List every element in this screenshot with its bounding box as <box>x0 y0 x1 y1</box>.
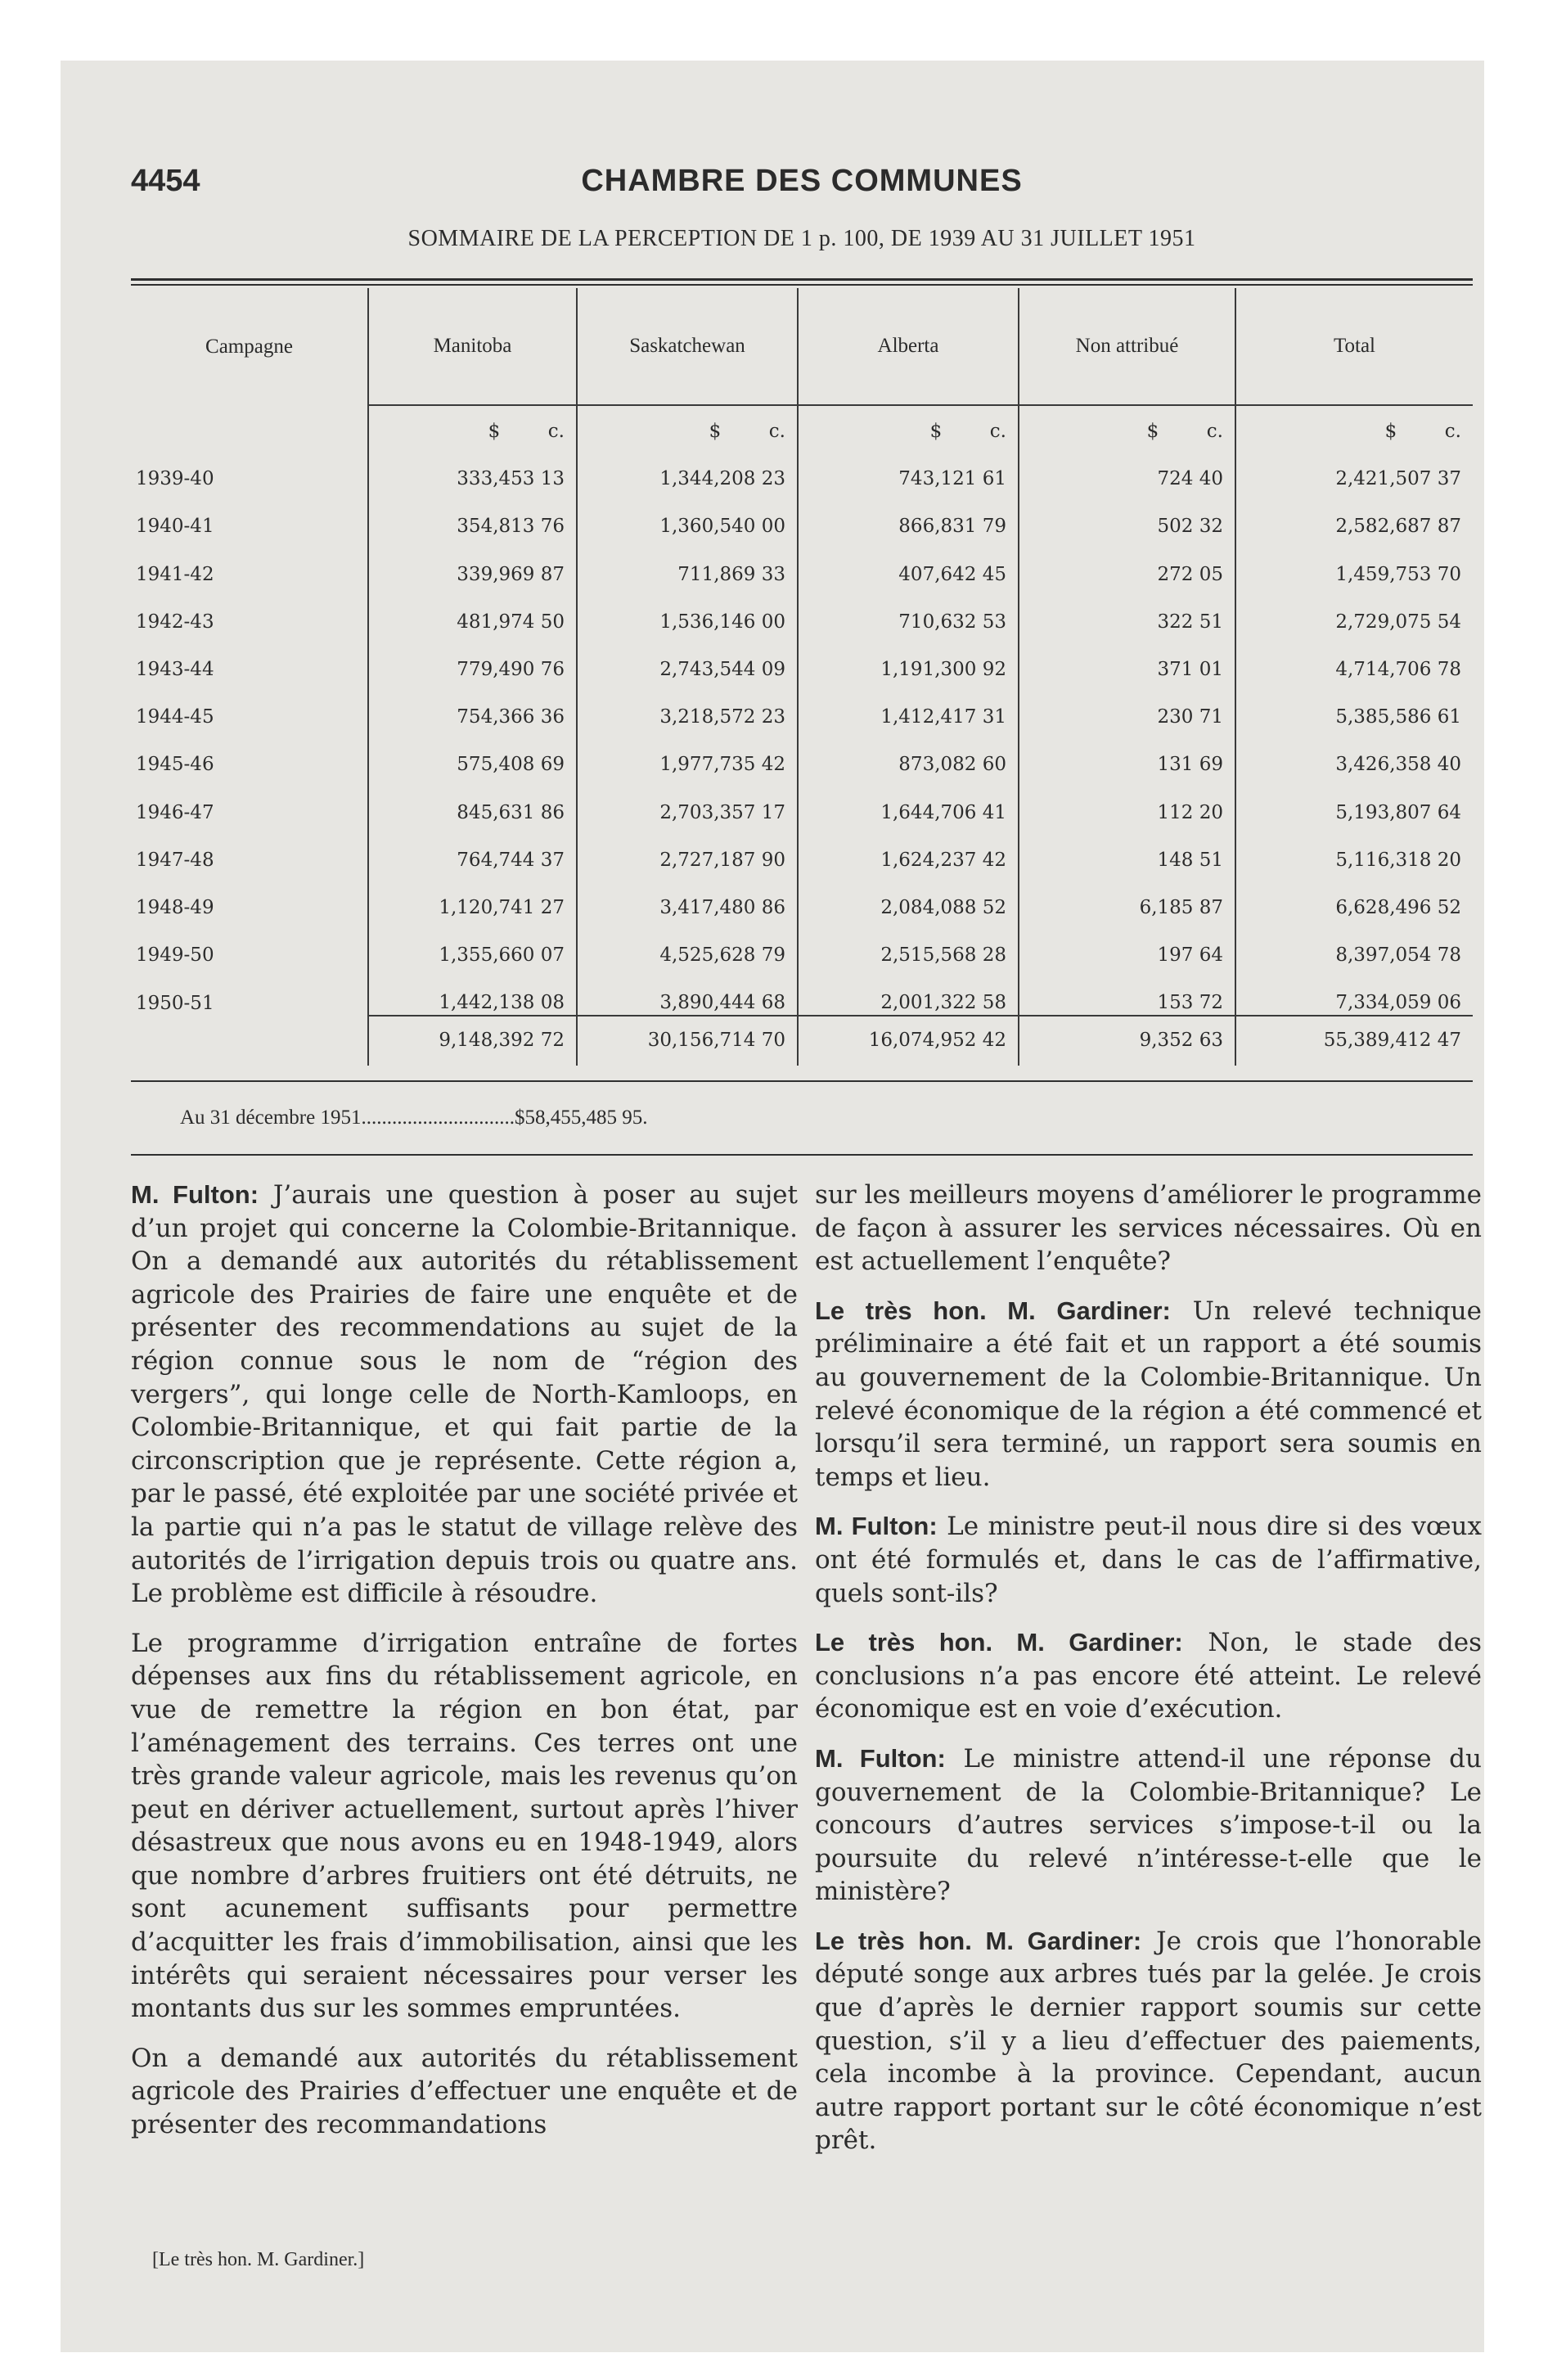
total-total: 55,389,412 47 <box>1235 1016 1473 1066</box>
cell-alberta: 1,624,237 42 <box>798 825 1019 872</box>
cell-campagne: 1946-47 <box>136 801 214 823</box>
paragraph <box>815 1626 1482 1726</box>
units-cell: $ c. <box>368 405 577 444</box>
paragraph-text: On a demandé aux autorités du rétablissement agricole des Prairies d’effectuer une enquête et de présenter des recommandations <box>131 2043 798 2140</box>
col-header-saskatchewan: Saskatchewan <box>577 288 798 405</box>
cell-alberta: 873,082 60 <box>798 729 1019 777</box>
cell-non-attribue: 230 71 <box>1019 682 1235 729</box>
cell-manitoba: 1,120,741 27 <box>368 872 577 920</box>
cell-manitoba: 481,974 50 <box>368 587 577 634</box>
speaker-name: Le très hon. M. Gardiner: <box>815 1926 1142 1955</box>
cell-saskatchewan: 3,890,444 68 <box>577 967 798 1016</box>
cell-saskatchewan: 1,536,146 00 <box>577 587 798 634</box>
cell-alberta: 407,642 45 <box>798 539 1019 586</box>
cell-saskatchewan: 1,344,208 23 <box>577 444 798 491</box>
paragraph <box>131 1627 798 2026</box>
cell-saskatchewan: 2,703,357 17 <box>577 777 798 824</box>
table-row <box>131 825 1473 872</box>
cell-campagne: 1945-46 <box>136 754 214 776</box>
col-header-manitoba: Manitoba <box>368 288 577 405</box>
table-header-row <box>131 288 1473 405</box>
cell-saskatchewan: 2,727,187 90 <box>577 825 798 872</box>
cell-manitoba: 354,813 76 <box>368 491 577 539</box>
total-alberta: 16,074,952 42 <box>798 1016 1019 1066</box>
cell-alberta: 1,412,417 31 <box>798 682 1019 729</box>
cell-alberta: 1,191,300 92 <box>798 634 1019 682</box>
speaker-name: M. Fulton: <box>131 1180 259 1209</box>
cell-manitoba: 339,969 87 <box>368 539 577 586</box>
table-bottom-rule <box>131 1080 1473 1082</box>
cell-total: 5,116,318 20 <box>1235 825 1473 872</box>
cell-total: 5,385,586 61 <box>1235 682 1473 729</box>
cell-alberta: 2,084,088 52 <box>798 872 1019 920</box>
col-header-campagne: Campagne <box>205 335 293 358</box>
cell-total: 3,426,358 40 <box>1235 729 1473 777</box>
paragraph-text: J’aurais une question à poser au sujet d’un projet qui concerne la Colombie-Britannique. On a demandé aux autorités du rétablissement agricole des Prairies de faire une enquête et de présenter des recommendations au sujet de la région connue sous le nom de “région des vergers”, qui longe celle de North-Kamloops, en Colombie-Britannique, et qui fait partie de la circonscription que je représente. Cette région a, par le passé, été exploitée par une société privée et la partie qui n’a pas le statut de village relève des autorités de l’irrigation depuis trois ou quatre ans. Le problème est difficile à résoudre. <box>131 1180 798 1609</box>
table-row <box>131 539 1473 586</box>
cell-campagne: 1949-50 <box>136 944 214 967</box>
perception-table <box>131 288 1473 1066</box>
table-top-rule-2 <box>131 284 1473 286</box>
cell-saskatchewan: 711,869 33 <box>577 539 798 586</box>
section-rule <box>131 1154 1473 1156</box>
table-top-rule <box>131 278 1473 281</box>
units-cell: $ c. <box>1019 405 1235 444</box>
cell-total: 2,729,075 54 <box>1235 587 1473 634</box>
cell-campagne: 1942-43 <box>136 611 214 633</box>
units-row <box>131 405 1473 444</box>
cell-saskatchewan: 1,977,735 42 <box>577 729 798 777</box>
cell-alberta: 2,001,322 58 <box>798 967 1019 1016</box>
total-saskatchewan: 30,156,714 70 <box>577 1016 798 1066</box>
paragraph <box>815 1742 1482 1909</box>
table-row <box>131 967 1473 1016</box>
paragraph-text: sur les meilleurs moyens d’améliorer le programme de façon à assurer les services nécessaires. Où en est actuellement l’enquête? <box>815 1180 1482 1277</box>
left-column <box>131 1179 798 2142</box>
cell-alberta: 710,632 53 <box>798 587 1019 634</box>
cell-saskatchewan: 4,525,628 79 <box>577 920 798 967</box>
cell-saskatchewan: 3,218,572 23 <box>577 682 798 729</box>
cell-total: 2,421,507 37 <box>1235 444 1473 491</box>
cell-non-attribue: 153 72 <box>1019 967 1235 1016</box>
paragraph <box>131 1179 798 1611</box>
paragraph-text: Je crois que l’honorable député songe aux arbres tués par la gelée. Je crois que d’après le dernier rapport soumis sur cette question, s’il y a lieu d’effectuer des paiements, cela incombe à la province. Cependant, aucun autre rapport portant sur le côté économique n’est prêt. <box>815 1926 1482 2156</box>
cell-total: 6,628,496 52 <box>1235 872 1473 920</box>
cell-campagne: 1941-42 <box>136 563 214 585</box>
cell-total: 1,459,753 70 <box>1235 539 1473 586</box>
paragraph <box>131 2042 798 2142</box>
cell-campagne: 1950-51 <box>136 993 214 1015</box>
table-row <box>131 920 1473 967</box>
table-title: SOMMAIRE DE LA PERCEPTION DE 1 p. 100, DE 1939 AU 31 JUILLET 1951 <box>407 226 1196 251</box>
cell-saskatchewan: 2,743,544 09 <box>577 634 798 682</box>
cell-non-attribue: 322 51 <box>1019 587 1235 634</box>
cell-total: 4,714,706 78 <box>1235 634 1473 682</box>
table-body <box>131 405 1473 1066</box>
speaker-name: Le très hon. M. Gardiner: <box>815 1296 1171 1325</box>
cell-campagne: 1947-48 <box>136 849 214 871</box>
cell-manitoba: 1,355,660 07 <box>368 920 577 967</box>
paragraph <box>815 1510 1482 1610</box>
col-header-alberta: Alberta <box>798 288 1019 405</box>
cell-total: 7,334,059 06 <box>1235 967 1473 1016</box>
cell-campagne: 1940-41 <box>136 516 214 538</box>
cell-non-attribue: 148 51 <box>1019 825 1235 872</box>
table-row <box>131 444 1473 491</box>
cell-non-attribue: 131 69 <box>1019 729 1235 777</box>
table-row <box>131 634 1473 682</box>
units-cell: $ c. <box>798 405 1019 444</box>
cell-campagne: 1943-44 <box>136 658 214 680</box>
cell-campagne: 1948-49 <box>136 896 214 918</box>
table-row <box>131 872 1473 920</box>
paragraph-text: Le ministre peut-il nous dire si des vœux ont été formulés et, dans le cas de l’affirmative, quels sont-ils? <box>815 1512 1482 1608</box>
running-header <box>131 164 1473 205</box>
cell-manitoba: 845,631 86 <box>368 777 577 824</box>
page-number: 4454 <box>131 164 200 198</box>
total-non-attribue: 9,352 63 <box>1019 1016 1235 1066</box>
cell-total: 2,582,687 87 <box>1235 491 1473 539</box>
paragraph <box>815 1925 1482 2157</box>
paragraph-text: Le programme d’irrigation entraîne de fortes dépenses aux fins du rétablissement agricole, en vue de remettre la région en bon état, par l’aménagement des terrains. Ces terres ont une très grande valeur agricole, mais les revenus qu’on peut en dériver actuellement, surtout après l’hiver désastreux que nous avons eu en 1948-1949, alors que nombre d’arbres fruitiers ont été détruits, ne sont acunement suffisants pour permettre d’acquitter les frais d’immobilisation, ainsi que les intérêts qui seraient nécessaires pour verser les montants dus sur les sommes empruntées. <box>131 1628 798 2024</box>
cell-manitoba: 575,408 69 <box>368 729 577 777</box>
paragraph-text: Un relevé technique préliminaire a été fait et un rapport a été soumis au gouvernement de la Colombie-Britannique. Un relevé économique de la région a été commencé et lorsqu’il sera terminé, un rapport sera soumis en temps et lieu. <box>815 1296 1482 1492</box>
cell-non-attribue: 724 40 <box>1019 444 1235 491</box>
cell-alberta: 866,831 79 <box>798 491 1019 539</box>
total-manitoba: 9,148,392 72 <box>368 1016 577 1066</box>
speaker-name: Le très hon. M. Gardiner: <box>815 1628 1183 1657</box>
cell-non-attribue: 371 01 <box>1019 634 1235 682</box>
cell-total: 8,397,054 78 <box>1235 920 1473 967</box>
cell-manitoba: 779,490 76 <box>368 634 577 682</box>
cell-non-attribue: 112 20 <box>1019 777 1235 824</box>
units-cell: $ c. <box>1235 405 1473 444</box>
footer-speaker-reference: [Le très hon. M. Gardiner.] <box>152 2249 365 2270</box>
paragraph-text: Le ministre attend-il une réponse du gouvernement de la Colombie-Britannique? Le concours d’autres services s’impose-t-il ou la poursuite du relevé n’intéresse-t-elle que le ministère? <box>815 1743 1482 1907</box>
cell-alberta: 1,644,706 41 <box>798 777 1019 824</box>
table-row <box>131 777 1473 824</box>
cell-non-attribue: 197 64 <box>1019 920 1235 967</box>
table-row <box>131 682 1473 729</box>
cell-alberta: 743,121 61 <box>798 444 1019 491</box>
header-title: CHAMBRE DES COMMUNES <box>581 164 1023 198</box>
cell-saskatchewan: 3,417,480 86 <box>577 872 798 920</box>
december-total-line: Au 31 décembre 1951..............................$58,455,485 95. <box>180 1107 648 1129</box>
table-row <box>131 729 1473 777</box>
paragraph <box>815 1179 1482 1278</box>
paragraph <box>815 1295 1482 1494</box>
totals-row <box>131 1016 1473 1066</box>
cell-manitoba: 764,744 37 <box>368 825 577 872</box>
cell-total: 5,193,807 64 <box>1235 777 1473 824</box>
col-header-non-attribue: Non attribué <box>1019 288 1235 405</box>
speaker-name: M. Fulton: <box>815 1512 938 1541</box>
cell-campagne: 1939-40 <box>136 468 214 490</box>
cell-alberta: 2,515,568 28 <box>798 920 1019 967</box>
cell-non-attribue: 272 05 <box>1019 539 1235 586</box>
table-row <box>131 587 1473 634</box>
units-cell: $ c. <box>577 405 798 444</box>
cell-non-attribue: 6,185 87 <box>1019 872 1235 920</box>
cell-campagne: 1944-45 <box>136 706 214 728</box>
cell-manitoba: 1,442,138 08 <box>368 967 577 1016</box>
cell-manitoba: 754,366 36 <box>368 682 577 729</box>
cell-manitoba: 333,453 13 <box>368 444 577 491</box>
paragraph-text: Non, le stade des conclusions n’a pas encore été atteint. Le relevé économique est en voie d’exécution. <box>815 1628 1483 1724</box>
cell-saskatchewan: 1,360,540 00 <box>577 491 798 539</box>
col-header-total: Total <box>1235 288 1473 405</box>
speaker-name: M. Fulton: <box>815 1743 946 1773</box>
table-row <box>131 491 1473 539</box>
cell-non-attribue: 502 32 <box>1019 491 1235 539</box>
right-column <box>815 1179 1482 2157</box>
